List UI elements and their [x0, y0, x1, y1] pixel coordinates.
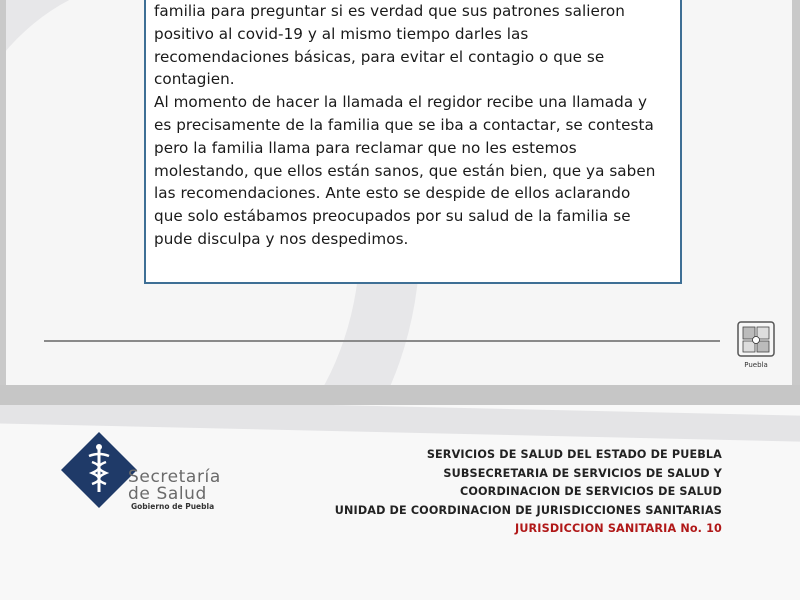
header-line: SUBSECRETARIA DE SERVICIOS DE SALUD Y	[443, 466, 722, 480]
text-line: pero la familia llama para reclamar que no les estemos	[154, 138, 577, 157]
text-line: que solo estábamos preocupados por su salud de la familia se	[154, 207, 631, 226]
text-line: es precisamente de la familia que se iba a contactar, se contesta	[154, 115, 654, 134]
report-text-box	[144, 0, 682, 284]
header-line: COORDINACION DE SERVICIOS DE SALUD	[460, 485, 722, 499]
text-line: las recomendaciones. Ante esto se despide de ellos aclarando	[154, 184, 631, 203]
page-separator	[0, 385, 800, 405]
text-line: contagien.	[154, 70, 235, 89]
page-edge-left	[0, 0, 6, 385]
caduceus-icon	[59, 430, 139, 510]
institution-header	[335, 446, 722, 539]
text-line: recomendaciones básicas, para evitar el contagio o que se	[154, 47, 605, 66]
text-line: familia para preguntar si es verdad que sus patrones salieron	[154, 2, 625, 20]
text-line: pude disculpa y nos despedimos.	[154, 229, 409, 248]
logo-title-line2: de Salud	[128, 484, 207, 504]
document-page-bottom	[0, 405, 800, 600]
coat-of-arms-icon	[734, 320, 778, 360]
text-line: molestando, que ellos están sanos, que están bien, que ya saben	[154, 161, 656, 180]
seal-label: Puebla	[744, 361, 768, 369]
header-line: SERVICIOS DE SALUD DEL ESTADO DE PUEBLA	[426, 448, 722, 461]
divider-line	[44, 340, 720, 342]
text-line: positivo al covid-19 y al mismo tiempo darles las	[154, 24, 529, 43]
header-line-jurisdiction: JURISDICCION SANITARIA No. 10	[515, 522, 722, 536]
page-edge-right	[792, 0, 800, 385]
text-line: Al momento de hacer la llamada el regidor recibe una llamada y	[154, 93, 648, 112]
header-line: UNIDAD DE COORDINACION DE JURISDICCIONES SANITARIAS	[334, 503, 722, 517]
logo-subtitle: Gobierno de Puebla	[131, 502, 215, 511]
logo-title-line1: Secretaría	[128, 467, 221, 487]
